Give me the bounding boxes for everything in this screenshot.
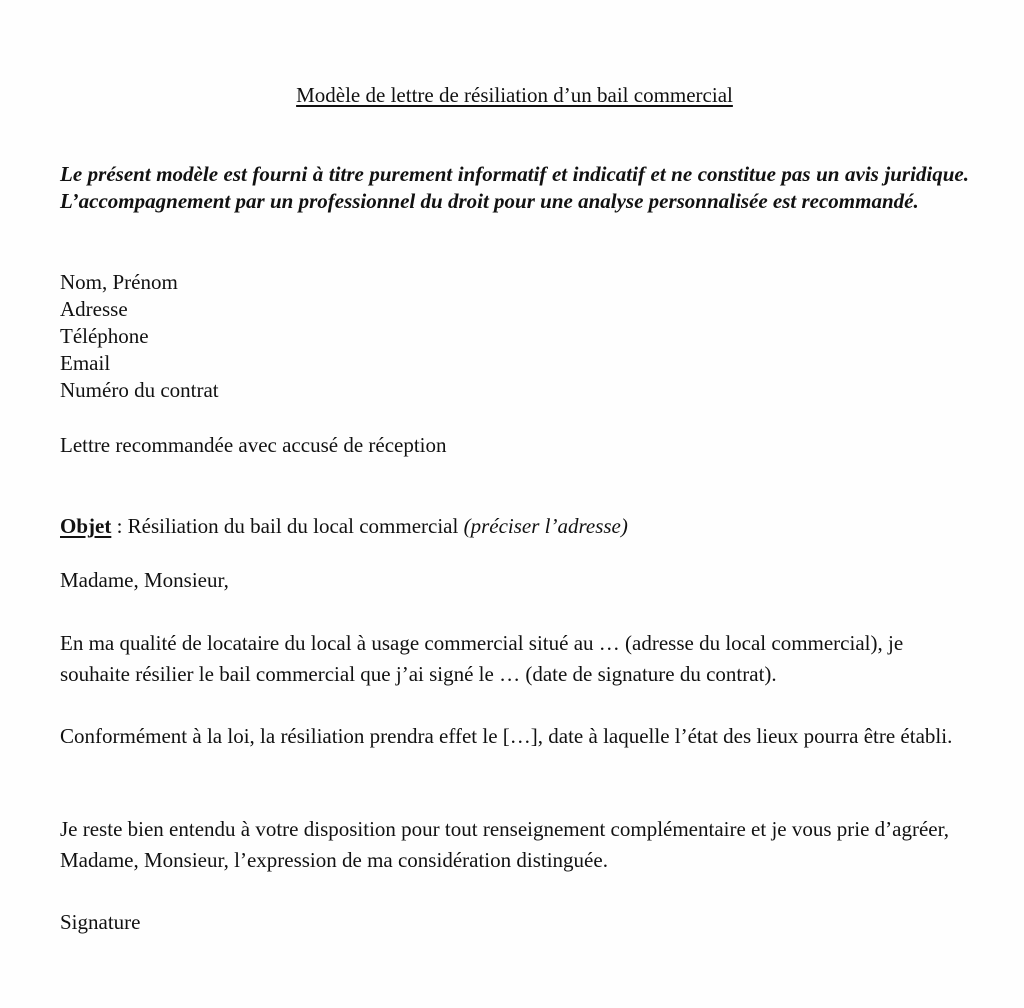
body-paragraph: En ma qualité de locataire du local à usage commercial situé au … (adresse du local commercial), je souhaite résilier le bail commercial que j’ai signé le … (date de signature du contrat). <box>60 631 904 686</box>
sender-name: Nom, Prénom <box>60 270 178 294</box>
document-title: Modèle de lettre de résiliation d’un bail commercial <box>296 83 733 107</box>
salutation: Madame, Monsieur, <box>60 568 229 592</box>
sender-address: Adresse <box>60 297 128 321</box>
sender-block <box>60 269 969 404</box>
subject-text: Résiliation du bail du local commercial <box>127 514 464 538</box>
subject-line <box>60 513 628 540</box>
letter-page <box>60 0 969 1008</box>
subject-hint: (préciser l’adresse) <box>463 514 628 538</box>
sender-phone: Téléphone <box>60 324 149 348</box>
sender-contract-number: Numéro du contrat <box>60 378 219 402</box>
subject-label: Objet <box>60 514 112 538</box>
delivery-mode: Lettre recommandée avec accusé de réception <box>60 433 447 457</box>
body-paragraph: Je reste bien entendu à votre disposition pour tout renseignement complémentaire et je vous prie d’agréer, Madame, Monsieur, l’expression de ma considération distinguée. <box>60 817 950 872</box>
legal-disclaimer: Le présent modèle est fourni à titre purement informatif et indicatif et ne constitue pas un avis juridique. L’accompagnement par un professionnel du droit pour une analyse personnalisée est recommandé. <box>60 162 969 213</box>
signature: Signature <box>60 910 141 934</box>
sender-email: Email <box>60 351 111 375</box>
subject-separator: : <box>111 514 128 538</box>
body-paragraph: Conformément à la loi, la résiliation prendra effet le […], date à laquelle l’état des lieux pourra être établi. <box>60 724 953 748</box>
document-title-block <box>60 82 969 108</box>
